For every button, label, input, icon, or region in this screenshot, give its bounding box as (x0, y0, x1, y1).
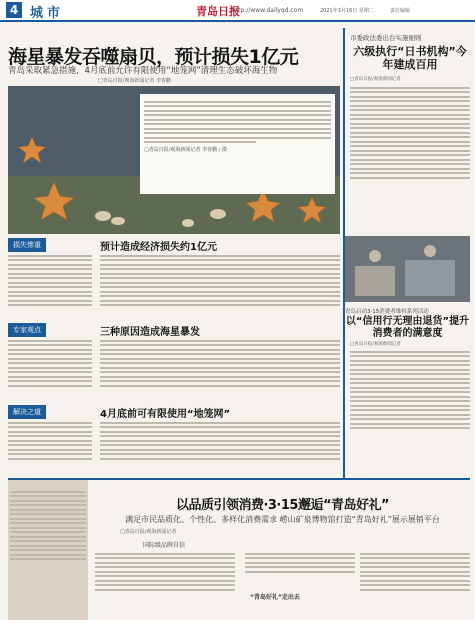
caption-text-line (144, 123, 331, 125)
ad-subsection: “青岛好礼”走出去 (250, 594, 300, 601)
subhead-solution: 4月底前可有限使用“地笼网” (100, 409, 231, 420)
lead-headline: 海星暴发吞噬扇贝，预计损失1亿元 (8, 46, 299, 68)
caption-text-line (144, 128, 331, 130)
right2-headline: 以“信用行无理由退货”提升消费者的满意度 (345, 316, 470, 339)
lead-byline: □青岛日报/观海新闻记者 李春鹏 (98, 78, 171, 84)
body-column (8, 337, 92, 401)
ad-body (95, 550, 235, 616)
right2-byline: □青岛日报/观海新闻记者 (350, 342, 401, 347)
caption-text-line (144, 137, 331, 139)
tag-solution: 解决之道 (8, 405, 46, 419)
caption-text-line (144, 132, 331, 134)
right-photo (345, 236, 470, 302)
right-article-body (350, 84, 470, 232)
site-url[interactable]: http://www.dailyqd.com (232, 7, 304, 14)
page-number: 4 (6, 2, 22, 18)
article-body (100, 252, 340, 318)
editor-line: 责任编辑 (390, 8, 411, 14)
caption-text-line (144, 114, 331, 116)
right-byline: □青岛日报/观海新闻记者 (350, 77, 401, 82)
caption-text-line (144, 119, 331, 121)
ad-subhead: 满足市民品质化、个性化、多样化消费需求 崂山矿泉博物馆打造“青岛好礼”展示展销平台 (125, 515, 440, 524)
section-name: 城市 (30, 6, 65, 21)
right2-article-body (350, 348, 470, 478)
ad-section-badge: 国际级品牌自信 (143, 542, 186, 549)
lead-subhead: 青岛采取紧急措施，4月底前允许有限使用“地笼网”清理生态破坏海生物 (8, 66, 278, 76)
caption-text-line (144, 101, 331, 103)
body-column (8, 252, 92, 318)
ad-byline: □青岛日报/观海新闻记者 (120, 529, 177, 535)
tag-loss: 损失惨重 (8, 238, 46, 252)
subhead-loss: 预计造成经济损失约1亿元 (100, 242, 217, 253)
caption-credit: □青岛日报/观海新闻记者 李春鹏 / 摄 (144, 147, 227, 153)
ad-body (245, 550, 355, 590)
tag-expert: 专家观点 (8, 323, 46, 337)
subhead-causes: 三种原因造成海星暴发 (100, 327, 200, 338)
ad-headline: 以品质引领消费·3·15邂逅“青岛好礼” (175, 498, 390, 513)
caption-text-line (144, 110, 331, 112)
ad-body (360, 550, 470, 616)
masthead: 青岛日报 (196, 5, 240, 18)
ad-sidebar-text (10, 488, 86, 563)
caption-text-line (144, 105, 331, 107)
right-kicker: 市委政法委出台实施细则 (350, 34, 422, 42)
dateline: 2021年3月16日 星期二 (320, 8, 374, 14)
body-column (8, 419, 92, 475)
caption-text-line (144, 141, 256, 143)
article-body (100, 337, 340, 401)
market-photo (345, 236, 470, 302)
right2-kicker: 青岛启动3·15消费者维权系列活动 (345, 309, 429, 315)
article-body (100, 419, 340, 475)
right-headline: 六级执行“日书机构”今年建成百用 (353, 45, 467, 71)
lead-photo-caption (140, 94, 335, 194)
